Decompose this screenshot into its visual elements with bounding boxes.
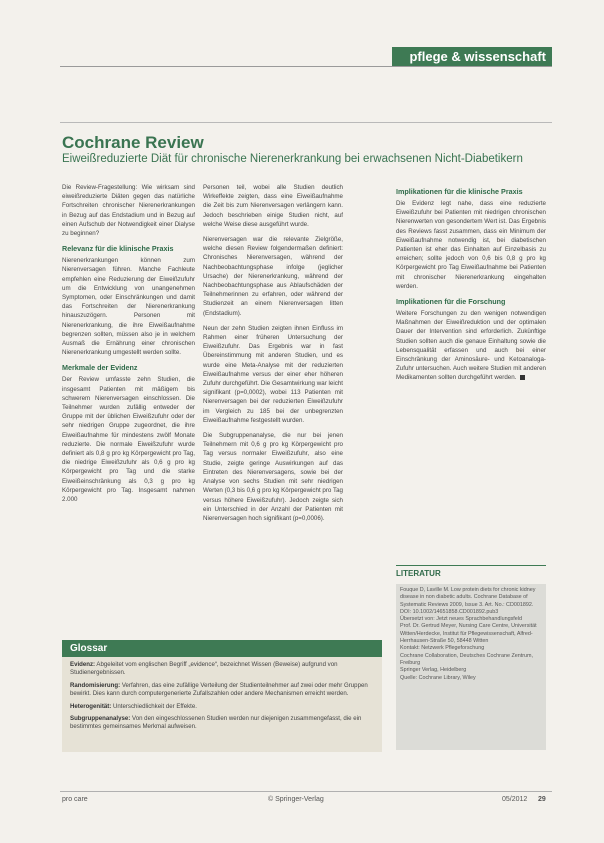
footer-issue: 05/2012 (502, 796, 528, 803)
article-title: Cochrane Review (62, 133, 204, 152)
column-1 (62, 183, 195, 510)
glossary-term: Evidenz: (70, 661, 96, 668)
glossary-heading: Glossar (62, 640, 382, 657)
column-2 (203, 183, 343, 529)
glossary-box (62, 640, 382, 752)
footer-rule (60, 791, 552, 792)
evidence-paragraph: Der Review umfasste zehn Studien, die insgesamt Patienten mit mäßigem bis schwerem Nierenversagen einschlossen. Die Teilnehmer wurden zufällig entweder der Gruppe mit der üblichen Eiweißzufuhr oder der sehr niedrigen Gruppe zugeordnet, die ihre Eiweißaufnahme für mindestens zwölf Monate reduzierte. Die normale Eiweißzufuhr wurde definiert als 0,8 g pro kg Körpergewicht pro Tag, die niedrige Eiweißzufuhr als 0,6 g pro kg Körpergewicht pro Tag und die starke Eiweißeinschränkung als 0,3 g pro kg Körpergewicht pro Tag. Insgesamt nahmen 2.000 (62, 376, 195, 504)
footer-publisher: © Springer-Verlag (268, 796, 324, 803)
glossary-definition: Verfahren, das eine zufällige Verteilung der Studienteilnehmer auf zwei oder mehr Gruppen bewirkt. Dies kann durch computergenerierte Zufallszahlen oder andere Mechanismen erreicht werden. (70, 681, 368, 698)
heading-implications-practice: Implikationen für die klinische Praxis (396, 187, 523, 196)
literature-box (396, 584, 546, 750)
title-rule (60, 122, 552, 123)
glossary-item (70, 661, 374, 678)
literature-line: Quelle: Cochrane Library, Wiley (400, 674, 476, 681)
research-text: Weitere Forschungen zu den wenigen notwendigen Maßnahmen der Eiweißreduktion und der optimalen Dauer der Intervention sind erforderlich. Zukünftige Studien sollten auch die genaue Einhaltung sowie die Lebensqualität erfassen und auch bei einer Einschränkung der Aminosäure- und Ketoanaloga-Zufuhr untersuchen. Auch weitere Studien mit anderen Medikamenten sollten durchgeführt werden. (396, 310, 546, 382)
literature-line: DOI: 10.1002/14651858.CD001892.pub3 (400, 608, 499, 615)
literature-line: Prof. Dr. Gertrud Meyer, Nursing Care Centre, Universität Witten/Herdecke, Institut für Pflegewissenschaft, Alfred-Herrhausen-Straße 50, 58448 Witten (400, 623, 537, 645)
literature-line: Übersetzt von: Jetzt neues Sprachbehandlungsfeld (400, 616, 522, 623)
article-subtitle: Eiweißreduzierte Diät für chronische Nierenerkrankung bei erwachsenen Nicht-Diabetikern (62, 153, 523, 165)
literature-line: Cochrane Collaboration, Deutsches Cochrane Zentrum, Freiburg (400, 652, 534, 666)
heading-evidence: Merkmale der Evidenz (62, 363, 138, 373)
relevance-paragraph: Nierenerkrankungen können zum Nierenversagen führen. Manche Fachleute empfehlen eine Reduzierung der Eiweißzufuhr um die Entwicklung von unangenehmen Symptomen, oder Einschränkungen und damit das Fortschreiten der Nierenerkrankung hinauszuzögern. Personen mit Nierenerkrankung, die ihre Eiweißaufnahme begrenzen sollten, müssen also je in welchem Ausmaß die Ernährung einer chronischen Nierenerkrankung umgestellt werden sollte. (62, 257, 195, 357)
col2-paragraph-1: Personen teil, wobei alle Studien deutlich Wirkeffekte zeigten, dass eine Eiweißaufnahme die Zeit bis zum Nierenversagen verlängern kann. Jedoch beschrieben einige Studien nicht, auf welche Weise diese ausgeführt wurde. (203, 184, 343, 228)
column-3 (396, 183, 546, 389)
literature-line: Springer Verlag, Heidelberg (400, 667, 467, 674)
col2-paragraph-2: Nierenversagen war die relevante Zielgröße, welche diesen Review folgendermaßen definiert: Chronisches Nierenversagen, während der Nachbeobachtungsphase infolge (jeglicher Ursache) der Nierenerkrankung, während der Nachbeobachtungsphase aus Ablaufschäden der Teilnehmerinnen zu erfahren, oder während der Studienzeit an einem Nierenversagen litten (Endstadium). (203, 236, 343, 317)
col2-paragraph-3: Neun der zehn Studien zeigten ihnen Einfluss im Rahmen einer früheren Untersuchung der Eiweißzufuhr. Das Ergebnis war in fast Übereinstimmung mit anderen Studien, und es wurde eine Meta-Analyse mit der reduzierten Eiweißaufnahme versus der einer eher höheren Zufuhr durchgeführt. Die Gesamtwirkung war leicht signifikant (p=0,0002), wobei 113 Patienten mit Nierenversagen bei der reduzierten Eiweißzufuhr im Vergleich zu 185 bei der unbegrenzten Eiweißaufnahme festgestellt wurden. (203, 324, 343, 424)
literature-heading: LITERATUR (396, 569, 441, 578)
glossary-definition: Unterschiedlichkeit der Effekte. (113, 702, 197, 710)
footer-page-number: 29 (538, 796, 546, 803)
glossary-term: Randomisierung: (70, 681, 121, 689)
glossary-item (70, 682, 374, 699)
glossary-item (70, 703, 374, 711)
glossary-item (70, 715, 374, 732)
col2-paragraph-4: Die Subgruppenanalyse, die nur bei jenen Teilnehmern mit 0,6 g pro kg Körpergewicht pro Tag versus normaler Eiweißzufuhr, also eine Studie, zeigte geringe Auswirkungen auf das Eintreten des Nierenversagens, sowie bei der Analyse von sechs Studien mit sehr niedrigen Werten (0,3 bis 0,6 g pro kg Körpergewicht pro Tag versus höhere Eiweißzufuhr). Jedoch zeigte sich ein Unterschied in der Anzahl der Patienten mit Nierenversagen hoch signifikant (p=0,0006). (203, 432, 343, 522)
literature-line: Fouque D, Laville M. Low protein diets for chronic kidney disease in non diabetic adults. Cochrane Database of Systematic Reviews 2009, Issue 3. Art. No.: CD001892. (400, 587, 536, 608)
glossary-body (62, 657, 382, 740)
literature-rule (396, 565, 546, 566)
header-rule (60, 66, 552, 67)
implications-practice-paragraph: Die Evidenz legt nahe, dass eine reduzierte Eiweißzufuhr bei Patienten mit niedrigen chronischen Nierenwerten von gesondertem Wert ist. Das Ergebnis des Reviews fasst zusammen, dass ein Minimum der Eiweißaufnahme notwendig ist, bei diabetischen Patienten ist eher das Einhalten auf Einzelbasis zu erreichen; sollte jedoch von 0,6 bis 0,8 g pro kg Körpergewicht pro Tag Eiweißaufnahme bei Patienten mit chronischer Nierenerkrankung eingehalten werden. (396, 200, 546, 290)
glossary-definition: Von den eingeschlossenen Studien werden nur diejenigen zusammengefasst, die ein bestimmtes gemeinsames Merkmal aufweisen. (70, 715, 362, 731)
glossary-term: Subgruppenanalyse: (70, 715, 131, 723)
end-mark-icon (520, 375, 525, 380)
literature-line: Kontakt: Netzwerk Pflegeforschung (400, 645, 485, 652)
implications-research-paragraph (396, 309, 546, 383)
heading-implications-research: Implikationen für die Forschung (396, 297, 506, 307)
section-banner: pflege & wissenschaft (392, 47, 552, 67)
glossary-definition: Abgeleitet vom englischen Begriff „evidence“, bezeichnet Wissen (Beweise) aufgrund von Studienergebnissen. (70, 661, 338, 677)
heading-relevance: Relevanz für die klinische Praxis (62, 244, 174, 254)
glossary-term: Heterogenität: (70, 702, 112, 710)
intro-paragraph: Die Review-Fragestellung: Wie wirksam sind eiweißreduzierte Diäten gegen das natürliche Fortschreiten chronischer Nierenerkrankungen in Bezug auf das Endstadium und in Bezug auf einen Aufschub der Notwendigkeit einer Dialyse zu beginnen? (62, 184, 195, 238)
footer-journal: pro care (62, 796, 88, 803)
